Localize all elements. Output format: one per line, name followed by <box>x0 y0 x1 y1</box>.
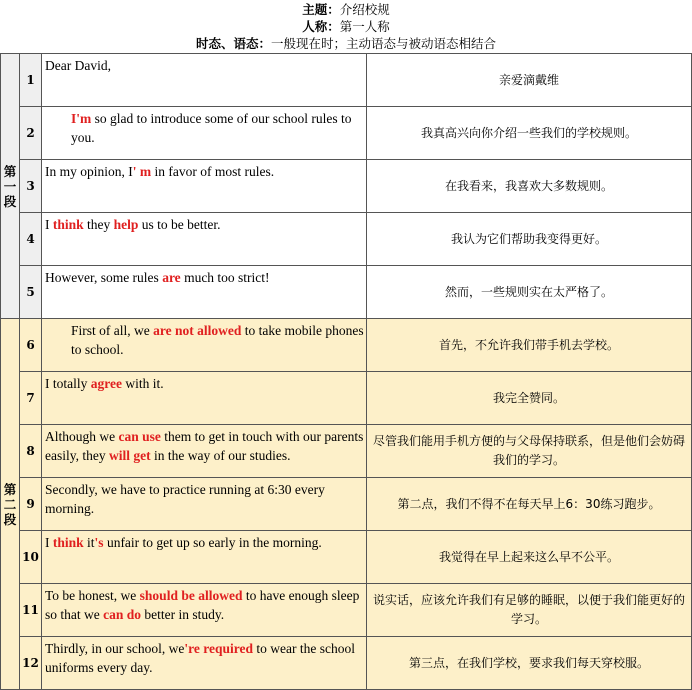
table-row <box>1 160 692 213</box>
sentence-text: us to be better. <box>138 217 221 232</box>
row-number: 5 <box>20 266 42 319</box>
chinese-translation: 我认为它们帮助我变得更好。 <box>367 213 692 266</box>
table-row <box>1 478 692 531</box>
row-number: 4 <box>20 213 42 266</box>
header <box>0 0 692 53</box>
chinese-translation: 首先，不允许我们带手机去学校。 <box>367 319 692 372</box>
row-number: 8 <box>20 425 42 478</box>
row-number: 1 <box>20 54 42 107</box>
sentence-text: I <box>45 535 53 550</box>
sentence-text: unfair to get up so early in the morning. <box>103 535 322 550</box>
sentence-text: better in study. <box>141 607 225 622</box>
english-sentence <box>42 637 367 690</box>
highlighted-phrase: 's <box>94 535 104 550</box>
sentence-text: I totally <box>45 376 91 391</box>
sentence-text: much too strict! <box>180 270 270 285</box>
english-sentence <box>42 584 367 637</box>
english-sentence <box>42 107 367 160</box>
chinese-translation: 说实话，应该允许我们有足够的睡眠，以便于我们能更好的学习。 <box>367 584 692 637</box>
person-label: 人称： <box>302 19 340 34</box>
chinese-translation: 我完全赞同。 <box>367 372 692 425</box>
highlighted-phrase: can do <box>103 607 142 622</box>
table-row <box>1 425 692 478</box>
sentence-text: In my opinion, I <box>45 164 133 179</box>
table-row <box>1 319 692 372</box>
sentence-text: First of all, we <box>71 323 154 338</box>
topic-value: 介绍校规 <box>339 2 390 17</box>
sentence-text: they <box>83 217 114 232</box>
sentence-text: Dear David, <box>45 58 111 73</box>
english-sentence <box>42 266 367 319</box>
english-sentence <box>42 531 367 584</box>
person-line <box>0 18 692 35</box>
highlighted-phrase: think <box>52 535 84 550</box>
sentence-text: so glad to introduce some of our school rules to you. <box>71 111 352 145</box>
section-label <box>1 319 20 690</box>
row-number: 9 <box>20 478 42 531</box>
section-label-char: 段 <box>3 511 17 527</box>
topic-line <box>0 1 692 18</box>
highlighted-phrase: 're required <box>184 641 253 656</box>
sentence-text: them to get in touch with our parents easily, they <box>45 429 364 463</box>
sentence-text: I <box>45 217 53 232</box>
english-sentence <box>42 478 367 531</box>
highlighted-phrase: agree <box>90 376 122 391</box>
table-row <box>1 372 692 425</box>
chinese-translation: 我觉得在早上起来这么早不公平。 <box>367 531 692 584</box>
tense-label: 时态、语态： <box>195 36 271 51</box>
row-number: 11 <box>20 584 42 637</box>
sentence-text: To be honest, we <box>45 588 140 603</box>
highlighted-phrase: 'm <box>76 111 92 126</box>
highlighted-phrase: are not allowed <box>153 323 242 338</box>
chinese-translation: 我真高兴向你介绍一些我们的学校规则。 <box>367 107 692 160</box>
sentence-text: However, some rules <box>45 270 163 285</box>
row-number: 12 <box>20 637 42 690</box>
section-label-char: 一 <box>3 178 17 194</box>
tense-value: 一般现在时；主动语态与被动语态相结合 <box>271 36 497 51</box>
highlighted-phrase: ' m <box>132 164 152 179</box>
row-number: 3 <box>20 160 42 213</box>
sentence-text: with it. <box>121 376 164 391</box>
row-number: 6 <box>20 319 42 372</box>
topic-label: 主题： <box>302 2 340 17</box>
section-label-char: 二 <box>3 496 17 512</box>
sentence-text: Secondly, we have to practice running at 6:30 every morning. <box>45 482 325 516</box>
english-sentence <box>42 160 367 213</box>
table-row <box>1 637 692 690</box>
highlighted-phrase: should be allowed <box>139 588 243 603</box>
english-sentence <box>42 54 367 107</box>
chinese-translation: 亲爱滴戴维 <box>367 54 692 107</box>
sentence-text: in the way of our studies. <box>150 448 291 463</box>
sentence-text: to have enough sleep so that we <box>45 588 360 622</box>
table-row <box>1 54 692 107</box>
sentence-text: to take mobile phones to school. <box>71 323 364 357</box>
highlighted-phrase: are <box>162 270 181 285</box>
chinese-translation: 尽管我们能用手机方便的与父母保持联系，但是他们会妨碍我们的学习。 <box>367 425 692 478</box>
table-body <box>1 54 692 690</box>
english-sentence <box>42 425 367 478</box>
chinese-translation: 在我看来，我喜欢大多数规则。 <box>367 160 692 213</box>
section-label-char: 第 <box>3 163 17 179</box>
table-row <box>1 584 692 637</box>
english-sentence <box>42 213 367 266</box>
english-sentence <box>42 319 367 372</box>
row-number: 2 <box>20 107 42 160</box>
section-label-char: 第 <box>3 481 17 497</box>
chinese-translation: 第三点，在我们学校，要求我们每天穿校服。 <box>367 637 692 690</box>
sentence-text: to wear the school uniforms every day. <box>45 641 355 675</box>
highlighted-phrase: I <box>71 111 77 126</box>
table-row <box>1 213 692 266</box>
row-number: 10 <box>20 531 42 584</box>
highlighted-phrase: can use <box>118 429 161 444</box>
table-row <box>1 266 692 319</box>
highlighted-phrase: will get <box>108 448 151 463</box>
table-row <box>1 531 692 584</box>
highlighted-phrase: think <box>52 217 84 232</box>
english-sentence <box>42 372 367 425</box>
person-value: 第一人称 <box>339 19 390 34</box>
sentence-text: it <box>83 535 95 550</box>
chinese-translation: 第二点，我们不得不在每天早上6：30练习跑步。 <box>367 478 692 531</box>
chinese-translation: 然而，一些规则实在太严格了。 <box>367 266 692 319</box>
section-label-char: 段 <box>3 193 17 209</box>
tense-line <box>0 35 692 52</box>
sentence-text: Thirdly, in our school, we <box>45 641 185 656</box>
table-row <box>1 107 692 160</box>
row-number: 7 <box>20 372 42 425</box>
sentence-text: Although we <box>45 429 119 444</box>
sentence-text: in favor of most rules. <box>151 164 275 179</box>
sentence-table <box>0 53 692 690</box>
highlighted-phrase: help <box>113 217 139 232</box>
section-label <box>1 54 20 319</box>
